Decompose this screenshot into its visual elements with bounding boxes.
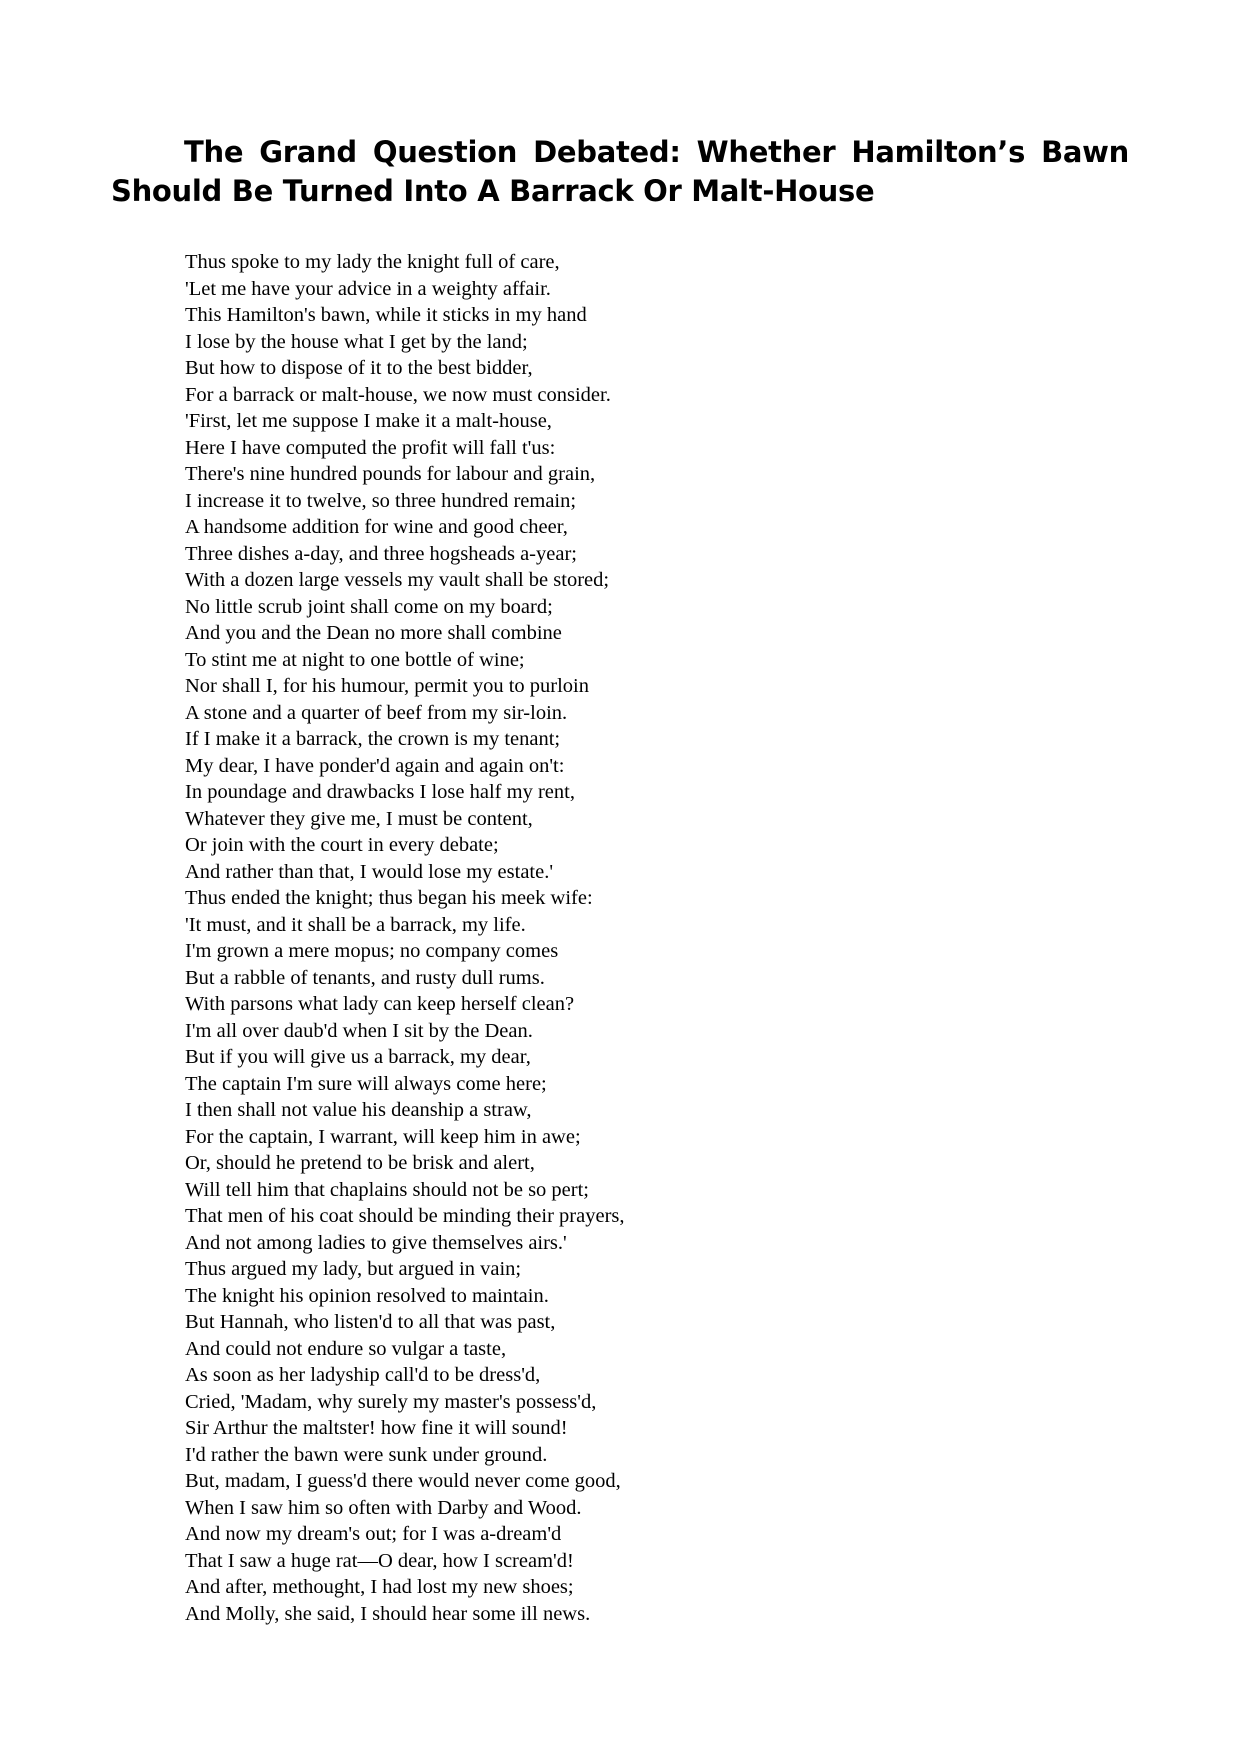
poem-line: Will tell him that chaplains should not be so pert; xyxy=(185,1178,589,1201)
poem-line: For a barrack or malt-house, we now must consider. xyxy=(185,383,611,406)
poem-line: That I saw a huge rat—O dear, how I scream'd! xyxy=(185,1549,574,1572)
poem-line: 'First, let me suppose I make it a malt-house, xyxy=(185,410,552,432)
poem-line: Thus spoke to my lady the knight full of care, xyxy=(185,251,560,273)
poem-line: Here I have computed the profit will fall t'us: xyxy=(185,436,556,459)
poem-line: And after, methought, I had lost my new shoes; xyxy=(185,1576,574,1598)
poem-line: There's nine hundred pounds for labour and grain, xyxy=(185,463,596,485)
poem-line: With a dozen large vessels my vault shall be stored; xyxy=(185,569,610,591)
poem-line: But how to dispose of it to the best bidder, xyxy=(185,357,533,379)
poem-line: And could not endure so vulgar a taste, xyxy=(185,1337,507,1360)
poem-line: Or join with the court in every debate; xyxy=(185,834,499,856)
poem-line: No little scrub joint shall come on my board; xyxy=(185,595,553,618)
poem-line: Three dishes a-day, and three hogsheads a-year; xyxy=(185,542,577,565)
poem-line: When I saw him so often with Darby and Wood. xyxy=(185,1496,582,1519)
poem-line: Nor shall I, for his humour, permit you to purloin xyxy=(185,675,590,697)
poem-line: To stint me at night to one bottle of wine; xyxy=(185,648,525,671)
poem-line: But a rabble of tenants, and rusty dull rums. xyxy=(185,966,545,989)
poem-line: The knight his opinion resolved to maintain. xyxy=(185,1284,549,1307)
poem-line: And you and the Dean no more shall combine xyxy=(185,622,562,644)
poem-line: Cried, 'Madam, why surely my master's possess'd, xyxy=(185,1390,597,1413)
poem-line: If I make it a barrack, the crown is my tenant; xyxy=(185,728,561,750)
poem-line: With parsons what lady can keep herself clean? xyxy=(185,993,575,1015)
poem-line: But if you will give us a barrack, my dear, xyxy=(185,1046,531,1068)
poem-line: As soon as her ladyship call'd to be dress'd, xyxy=(185,1364,541,1386)
poem-line: I lose by the house what I get by the land; xyxy=(185,330,528,353)
poem-line: I then shall not value his deanship a straw, xyxy=(185,1099,532,1121)
poem-line: For the captain, I warrant, will keep him in awe; xyxy=(185,1125,581,1148)
poem-line: The captain I'm sure will always come here; xyxy=(185,1072,547,1095)
poem-line: And not among ladies to give themselves airs.' xyxy=(185,1231,567,1254)
poem-line: Whatever they give me, I must be content, xyxy=(185,807,533,830)
poem-line: But Hannah, who listen'd to all that was past, xyxy=(185,1311,556,1333)
poem-line: Or, should he pretend to be brisk and alert, xyxy=(185,1152,535,1174)
poem-line: I'd rather the bawn were sunk under ground. xyxy=(185,1443,548,1466)
poem-line: And now my dream's out; for I was a-dream'd xyxy=(185,1523,562,1545)
poem-line: But, madam, I guess'd there would never come good, xyxy=(185,1470,621,1492)
poem-line: Thus argued my lady, but argued in vain; xyxy=(185,1258,522,1280)
poem-line: My dear, I have ponder'd again and again on't: xyxy=(185,754,565,777)
poem-line: Thus ended the knight; thus began his meek wife: xyxy=(185,887,593,909)
poem-line: And Molly, she said, I should hear some ill news. xyxy=(185,1602,591,1625)
poem-line: In poundage and drawbacks I lose half my rent, xyxy=(185,781,575,803)
poem-line: I'm all over daub'd when I sit by the Dean. xyxy=(185,1019,533,1042)
poem-line: I'm grown a mere mopus; no company comes xyxy=(185,940,559,962)
poem-line: Sir Arthur the maltster! how fine it will sound! xyxy=(185,1417,568,1439)
poem-body xyxy=(185,249,625,1627)
poem-line: A stone and a quarter of beef from my sir-loin. xyxy=(185,701,568,724)
poem-line: 'Let me have your advice in a weighty affair. xyxy=(185,277,551,300)
poem-line: A handsome addition for wine and good cheer, xyxy=(185,516,568,538)
poem-line: That men of his coat should be minding their prayers, xyxy=(185,1205,625,1227)
poem-line: I increase it to twelve, so three hundred remain; xyxy=(185,489,577,512)
poem-line: This Hamilton's bawn, while it sticks in my hand xyxy=(185,304,587,326)
poem-line: And rather than that, I would lose my estate.' xyxy=(185,860,554,883)
poem-title: The Grand Question Debated: Whether Hamilton’s Bawn Should Be Turned Into A Barrack Or Malt-House xyxy=(111,135,1129,208)
poem-line: 'It must, and it shall be a barrack, my life. xyxy=(185,913,526,936)
